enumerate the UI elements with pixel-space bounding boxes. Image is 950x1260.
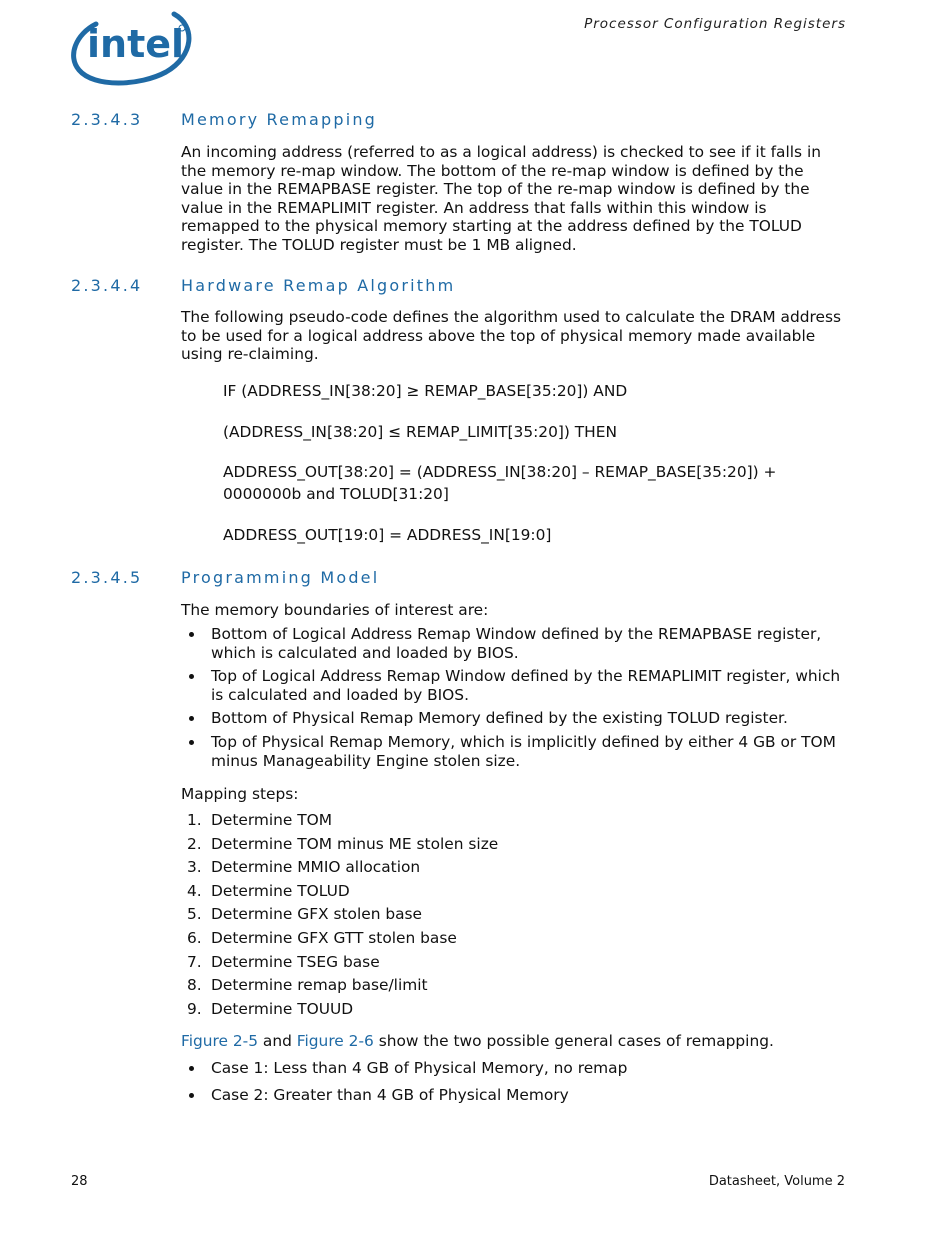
list-item: Top of Logical Address Remap Window defined by the REMAPLIMIT register, which is calculated and loaded by BIOS. bbox=[181, 667, 847, 704]
list-item: Bottom of Physical Remap Memory defined by the existing TOLUD register. bbox=[181, 709, 847, 728]
intel-logo bbox=[70, 4, 196, 88]
hardware-remap-paragraph: The following pseudo-code defines the algorithm used to calculate the DRAM address to be used for a logical address above the top of physical memory made available using re-claiming. bbox=[181, 308, 842, 364]
list-item: 6. Determine GFX GTT stolen base bbox=[187, 928, 457, 947]
list-item: Case 2: Greater than 4 GB of Physical Memory bbox=[181, 1086, 847, 1105]
list-item: 8. Determine remap base/limit bbox=[187, 976, 428, 995]
list-item: 3. Determine MMIO allocation bbox=[187, 858, 421, 877]
logo-text: intel bbox=[87, 22, 185, 66]
section-title: Hardware Remap Algorithm bbox=[181, 276, 456, 295]
list-item: 1. Determine TOM bbox=[187, 811, 333, 829]
boundaries-intro: The memory boundaries of interest are: bbox=[181, 601, 489, 619]
pseudo-code-line: (ADDRESS_IN[38:20] ≤ REMAP_LIMIT[35:20]) THEN bbox=[223, 423, 617, 441]
intel-logo-graphic bbox=[70, 4, 196, 88]
list-item: Top of Physical Remap Memory, which is implicitly defined by either 4 GB or TOM minus Manageability Engine stolen size. bbox=[181, 733, 847, 770]
section-title: Memory Remapping bbox=[181, 110, 378, 129]
section-number: 2.3.4.5 bbox=[71, 568, 143, 587]
list-item: 5. Determine GFX stolen base bbox=[187, 905, 423, 924]
cases-list bbox=[181, 1059, 847, 1104]
memory-remapping-paragraph: An incoming address (referred to as a logical address) is checked to see if it falls in the memory re-map window. The bottom of the re-map window is defined by the value in the REMAPBASE register. The top of the re-map window is defined by the value in the REMAPLIMIT register. An address that falls within this window is remapped to the physical memory starting at the address defined by the TOLUD register. The TOLUD register must be 1 MB aligned. bbox=[181, 143, 821, 254]
pseudo-code-line: ADDRESS_OUT[38:20] = (ADDRESS_IN[38:20] – REMAP_BASE[35:20]) + 0000000b and TOLUD[31:20] bbox=[223, 463, 777, 503]
figure-2-5-link[interactable]: Figure 2-5 bbox=[181, 1032, 259, 1050]
page-number: 28 bbox=[71, 1174, 88, 1189]
section-heading-memory-remapping bbox=[71, 110, 377, 129]
section-number: 2.3.4.4 bbox=[71, 276, 143, 295]
section-heading-programming-model bbox=[71, 568, 379, 587]
mapping-steps-list bbox=[181, 811, 847, 1023]
footer-doc-title: Datasheet, Volume 2 bbox=[708, 1174, 845, 1189]
section-heading-hardware-remap bbox=[71, 276, 455, 295]
section-number: 2.3.4.3 bbox=[71, 110, 143, 129]
list-item: 7. Determine TSEG base bbox=[187, 952, 380, 971]
list-item: Bottom of Logical Address Remap Window defined by the REMAPBASE register, which is calculated and loaded by BIOS. bbox=[181, 625, 847, 662]
figure-ref-rest: show the two possible general cases of remapping. bbox=[373, 1032, 774, 1050]
figure-reference-sentence bbox=[181, 1032, 847, 1051]
pseudo-code-line: ADDRESS_OUT[19:0] = ADDRESS_IN[19:0] bbox=[223, 526, 552, 544]
pseudo-code-line: IF (ADDRESS_IN[38:20] ≥ REMAP_BASE[35:20]) AND bbox=[223, 382, 628, 400]
list-item: 9. Determine TOUUD bbox=[187, 999, 354, 1018]
running-header: Processor Configuration Registers bbox=[584, 16, 846, 32]
mapping-steps-label: Mapping steps: bbox=[181, 785, 299, 803]
figure-2-6-link[interactable]: Figure 2-6 bbox=[296, 1032, 374, 1050]
list-item: 4. Determine TOLUD bbox=[187, 881, 350, 900]
list-item: 2. Determine TOM minus ME stolen size bbox=[187, 834, 499, 853]
figure-ref-and: and bbox=[258, 1032, 297, 1050]
boundaries-list bbox=[181, 625, 847, 770]
section-title: Programming Model bbox=[181, 568, 380, 587]
list-item: Case 1: Less than 4 GB of Physical Memory, no remap bbox=[181, 1059, 847, 1078]
